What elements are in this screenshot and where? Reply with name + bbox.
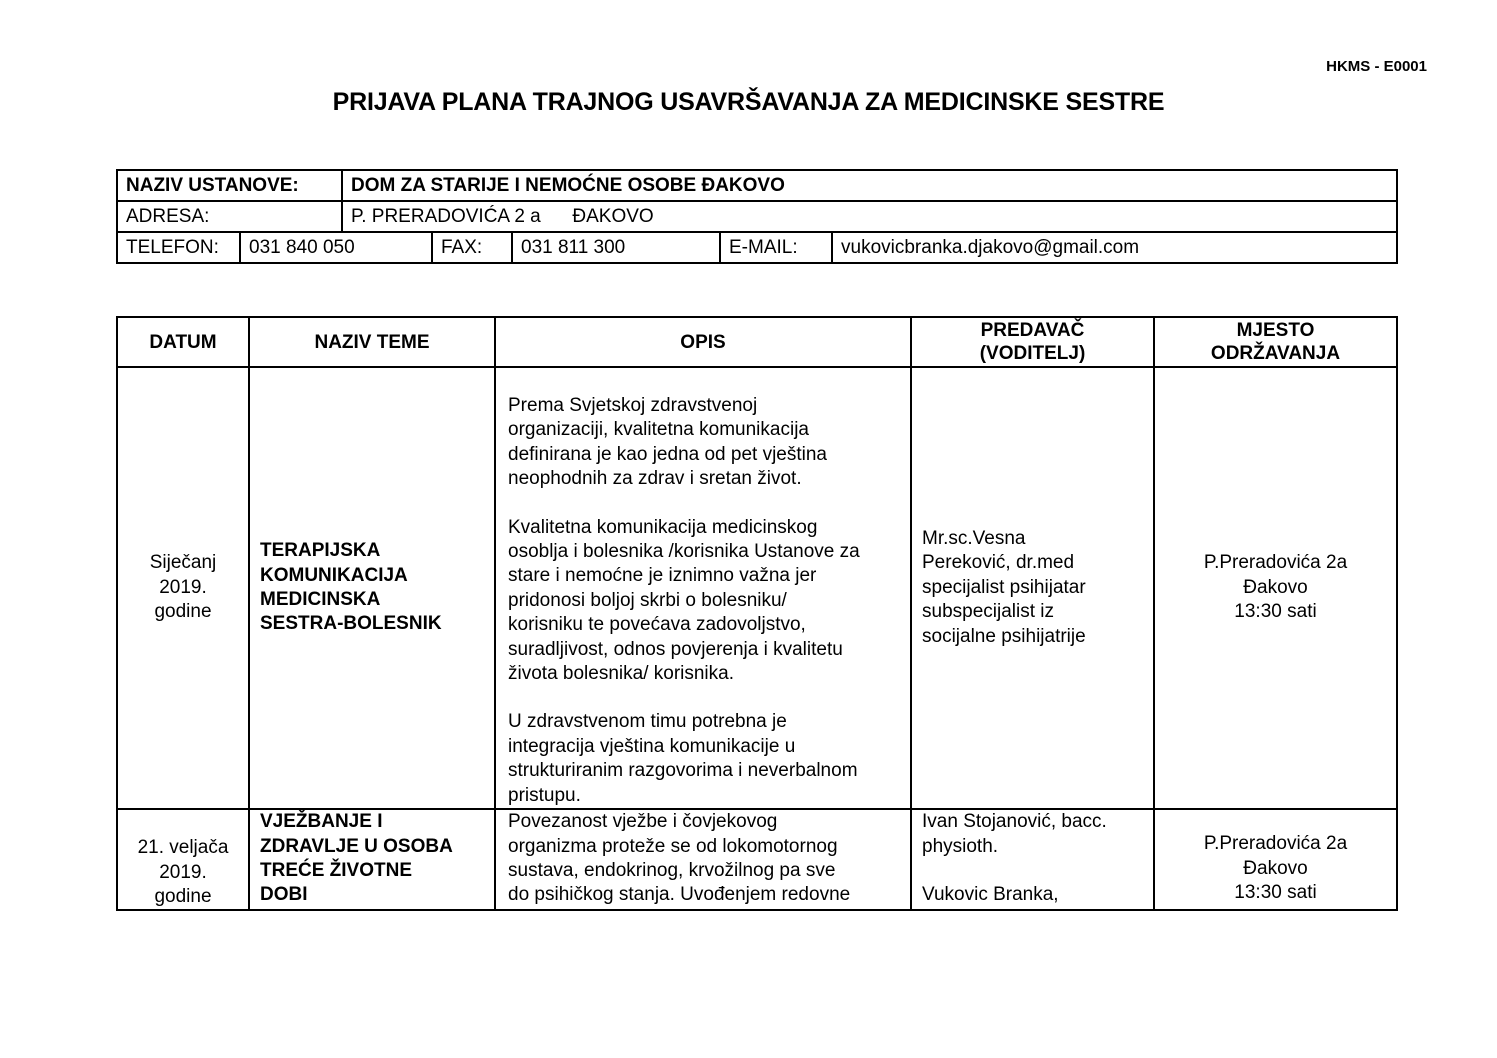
header-lecturer bbox=[911, 317, 1154, 367]
row2-place bbox=[1154, 809, 1397, 910]
header-lecturer-line2: (VODITELJ) bbox=[979, 343, 1086, 364]
paragraph-gap bbox=[508, 492, 904, 516]
line: pridonosi boljoj skrbi o bolesniku/ bbox=[508, 589, 787, 611]
paragraph-gap bbox=[922, 859, 1147, 883]
line: ZDRAVLJE U OSOBA bbox=[260, 835, 453, 857]
line: osoblja i bolesnika /korisnika Ustanove za bbox=[508, 541, 860, 563]
line: Mr.sc.Vesna bbox=[922, 528, 1026, 550]
line: Vukovic Branka, bbox=[922, 883, 1059, 905]
line: specijalist psihijatar bbox=[922, 576, 1086, 598]
line: TREĆE ŽIVOTNE bbox=[260, 859, 413, 881]
fax-label: FAX: bbox=[432, 232, 512, 263]
phone-value: 031 840 050 bbox=[240, 232, 432, 263]
line: SESTRA-BOLESNIK bbox=[260, 613, 442, 635]
line: organizaciji, kvalitetna komunikacija bbox=[508, 419, 809, 441]
line: TERAPIJSKA bbox=[260, 540, 381, 562]
fax-value: 031 811 300 bbox=[512, 232, 720, 263]
line: godine bbox=[154, 885, 212, 907]
header-date: DATUM bbox=[117, 317, 249, 367]
line: organizma proteže se od lokomotornog bbox=[508, 835, 838, 857]
form-code: HKMS - E0001 bbox=[1326, 58, 1427, 75]
line: Kvalitetna komunikacija medicinskog bbox=[508, 516, 818, 538]
line: Pereković, dr.med bbox=[922, 552, 1075, 574]
header-place bbox=[1154, 317, 1397, 367]
plan-table bbox=[116, 316, 1398, 911]
row1-date bbox=[117, 367, 249, 809]
line: 13:30 sati bbox=[1234, 601, 1317, 623]
line: KOMUNIKACIJA bbox=[260, 564, 408, 586]
line: Đakovo bbox=[1243, 576, 1308, 598]
line: godine bbox=[154, 601, 212, 623]
address-label: ADRESA: bbox=[117, 201, 342, 232]
institution-address-row bbox=[117, 201, 1397, 232]
row1-place bbox=[1154, 367, 1397, 809]
institution-name-row bbox=[117, 170, 1397, 201]
header-topic: NAZIV TEME bbox=[249, 317, 495, 367]
line: suradljivost, odnos povjerenja i kvalitetu bbox=[508, 638, 843, 660]
institution-name: DOM ZA STARIJE I NEMOĆNE OSOBE ĐAKOVO bbox=[342, 170, 1397, 201]
row1-lecturer bbox=[911, 367, 1154, 809]
line: života bolesnika/ korisnika. bbox=[508, 663, 734, 685]
line: pristupu. bbox=[508, 784, 581, 806]
institution-name-label: NAZIV USTANOVE: bbox=[117, 170, 342, 201]
row1-description bbox=[495, 367, 911, 809]
row2-topic bbox=[249, 809, 495, 910]
line: integracija vještina komunikacije u bbox=[508, 735, 796, 757]
row2-description bbox=[495, 809, 911, 910]
plan-row-2 bbox=[117, 809, 1397, 910]
line: U zdravstvenom timu potrebna je bbox=[508, 711, 787, 733]
row2-date bbox=[117, 809, 249, 910]
line: definirana je kao jedna od pet vještina bbox=[508, 443, 828, 465]
line: P.Preradovića 2a bbox=[1203, 552, 1348, 574]
header-description: OPIS bbox=[495, 317, 911, 367]
phone-label: TELEFON: bbox=[117, 232, 240, 263]
address-value: P. PRERADOVIĆA 2 a ĐAKOVO bbox=[342, 201, 1397, 232]
plan-row-1 bbox=[117, 367, 1397, 809]
line: neophodnih za zdrav i sretan život. bbox=[508, 468, 802, 490]
line: Siječanj bbox=[149, 552, 217, 574]
line: Đakovo bbox=[1243, 857, 1308, 879]
email-label: E-MAIL: bbox=[720, 232, 832, 263]
line: VJEŽBANJE I bbox=[260, 811, 383, 833]
line: subspecijalist iz bbox=[922, 601, 1054, 623]
line: MEDICINSKA bbox=[260, 589, 381, 611]
institution-table bbox=[116, 169, 1398, 264]
line: 2019. bbox=[159, 861, 207, 883]
line: strukturiranim razgovorima i neverbalnom bbox=[508, 760, 858, 782]
plan-header-row bbox=[117, 317, 1397, 367]
line: Ivan Stojanović, bacc. bbox=[922, 811, 1107, 833]
line: stare i nemoćne je iznimno važna jer bbox=[508, 565, 817, 587]
line: physioth. bbox=[922, 835, 999, 857]
line: socijalne psihijatrije bbox=[922, 625, 1086, 647]
line: Povezanost vježbe i čovjekovog bbox=[508, 811, 778, 833]
line: P.Preradovića 2a bbox=[1203, 833, 1348, 855]
line: DOBI bbox=[260, 884, 308, 906]
line: Prema Svjetskoj zdravstvenoj bbox=[508, 395, 758, 416]
row1-topic bbox=[249, 367, 495, 809]
header-place-line2: ODRŽAVANJA bbox=[1210, 343, 1341, 364]
page-title: PRIJAVA PLANA TRAJNOG USAVRŠAVANJA ZA MEDICINSKE SESTRE bbox=[332, 88, 1165, 116]
line: 2019. bbox=[159, 576, 207, 598]
institution-contact-row bbox=[117, 232, 1397, 263]
line: 21. veljača bbox=[137, 837, 229, 859]
paragraph-gap bbox=[508, 686, 904, 710]
line: sustava, endokrinog, krvožilnog pa sve bbox=[508, 859, 836, 881]
line: 13:30 sati bbox=[1234, 881, 1317, 903]
email-value: vukovicbranka.djakovo@gmail.com bbox=[832, 232, 1397, 263]
row2-lecturer bbox=[911, 809, 1154, 910]
line: korisniku te povećava zadovoljstvo, bbox=[508, 614, 806, 636]
header-lecturer-line1: PREDAVAČ bbox=[980, 320, 1085, 341]
line: do psihičkog stanja. Uvođenjem redovne bbox=[508, 884, 851, 906]
header-place-line1: MJESTO bbox=[1236, 320, 1315, 341]
